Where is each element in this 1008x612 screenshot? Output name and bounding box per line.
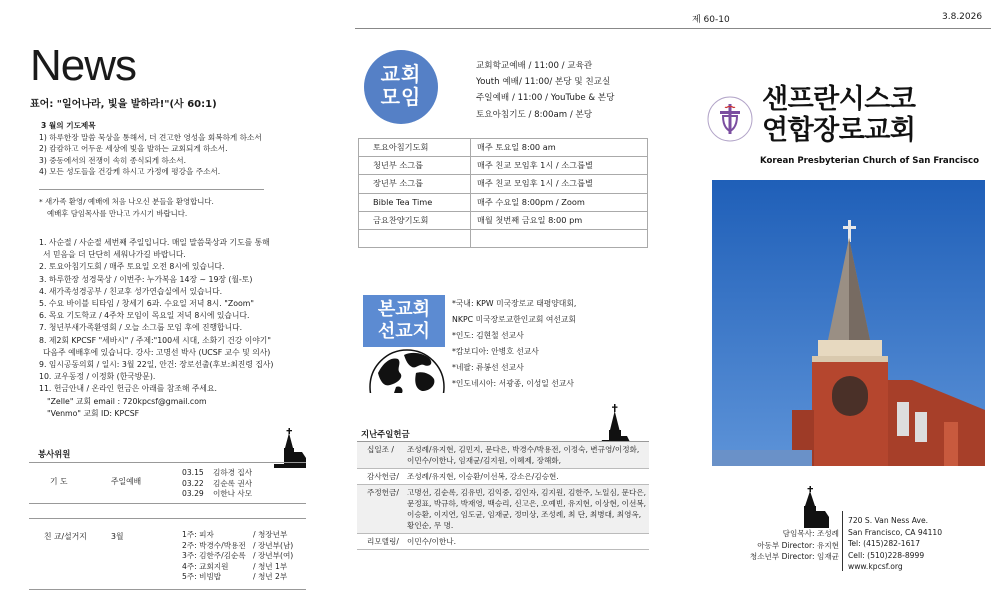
prayer-lead-service: 주일예배 <box>111 477 142 486</box>
staff-line: 담임목사: 조성례 <box>782 529 839 538</box>
church-name-line: 샌프란시스코 <box>762 84 916 115</box>
table-row <box>357 534 649 550</box>
church-name-line: 연합장로교회 <box>762 115 916 146</box>
group: / 장년부(남) <box>253 540 294 550</box>
divider <box>842 511 843 571</box>
service-line: Youth 예배/ 11:00/ 본당 및 친교실 <box>476 77 611 88</box>
prayer-section <box>39 120 339 178</box>
welcome-line: * 새가족 환영/ 예배에 처음 나오신 분들을 환영합니다. <box>39 197 214 206</box>
fellowship-label: 친 교/설거지 <box>44 532 87 541</box>
schedule-time <box>471 229 648 247</box>
header-divider <box>355 28 991 29</box>
service-times <box>476 58 614 123</box>
globe-icon <box>368 343 446 393</box>
divider <box>39 189 264 190</box>
badge-text: 본교회 <box>377 299 431 320</box>
prayer-lead-names <box>213 468 252 500</box>
zelle-info: "Zelle" 교회 email : 720kpcsf@gmail.com <box>47 396 207 406</box>
group: / 청장년부 <box>253 530 288 539</box>
church-english-name: Korean Presbyterian Church of San Francisco <box>760 156 979 166</box>
badge-text: 선교지 <box>377 321 431 342</box>
schedule-table <box>358 138 648 248</box>
fellowship-weeks <box>182 530 246 583</box>
mission-line: *인도: 김현철 선교사 <box>452 331 524 341</box>
presbyterian-logo-icon <box>706 95 754 143</box>
schedule-name: 금요찬양기도회 <box>359 211 471 229</box>
week: 3주: 김한주/김순록 <box>182 551 246 561</box>
offering-label: 리모델링/ <box>357 534 405 550</box>
table-row <box>359 175 648 193</box>
schedule-name <box>359 229 471 247</box>
staff-line: 청소년부 Director: 임재균 <box>749 552 839 561</box>
mission-line: *네팔: 류봉선 선교사 <box>452 363 524 373</box>
service-line: 토요아침기도 / 8:00am / 본당 <box>476 109 593 120</box>
table-row <box>359 157 648 175</box>
group: / 장년부(여) <box>253 551 294 561</box>
address-line: San Francisco, CA 94110 <box>848 527 943 537</box>
notice-item: 3. 하루한장 성경묵상 / 이번주: 누가복음 14장 ~ 19장 (월-토) <box>39 274 253 284</box>
church-name <box>762 84 916 146</box>
church-silhouette-icon <box>795 486 829 528</box>
mission-line: *인도네시아: 서광종, 이성일 선교사 <box>452 379 574 389</box>
divider <box>29 462 306 463</box>
notice-item: 11. 헌금안내 / 온라인 헌금은 아래를 참조해 주세요. <box>39 384 217 394</box>
missions-badge <box>363 295 445 347</box>
badge-text: 모임 <box>380 85 422 109</box>
offering-label: 주정헌금/ <box>357 485 405 534</box>
mission-line: NKPC 미국장로교한인교회 여선교회 <box>452 315 576 325</box>
welcome-line: 예배후 담임목사를 만나고 가시기 바랍니다. <box>47 209 188 218</box>
schedule-time: 매주 토요일 8:00 am <box>471 139 648 157</box>
week: 5주: 비빔밥 <box>182 572 222 582</box>
table-row <box>357 442 649 469</box>
table-row <box>359 193 648 211</box>
mission-line: *캄보디아: 안병호 선교사 <box>452 347 539 357</box>
services-badge <box>364 50 438 124</box>
table-row <box>357 485 649 534</box>
offering-names: 고명선, 김순록, 김유빈, 김익중, 김인자, 김지원, 김한주, 노일심, 문다은, 문정표, 박규하, 박재영, 백승리, 신고은, 오예빈, 유지현, 이상현, 이선복, 이승환, 이지연, 임도균, 임재균, 정미상, 조성례, 최 단, 최병대, 최영옥, 황인순, 무 명. <box>405 485 649 534</box>
prayer-item: 2) 캄캄하고 어두운 세상에 빛을 발하는 교회되게 하소서. <box>39 144 228 154</box>
divider <box>29 518 306 519</box>
offering-label: 십일조 / <box>357 442 405 469</box>
mission-list <box>452 296 576 393</box>
notice-item: 5. 수요 바이블 티타임 / 창세기 6과. 수요일 저녁 8시. "Zoom" <box>39 299 254 309</box>
notice-item: 7. 청년부새가족환영회 / 오늘 소그룹 모임 후에 진행합니다. <box>39 323 243 333</box>
date: 03.29 <box>182 489 204 499</box>
table-row <box>359 139 648 157</box>
table-row <box>357 469 649 485</box>
service-line: 교회학교예배 / 11:00 / 교육관 <box>476 61 593 71</box>
cell-phone: Cell: (510)228-8999 <box>848 550 925 560</box>
offering-title: 지난주일헌금 <box>361 429 410 439</box>
name: 이한나 사모 <box>213 489 253 499</box>
offering-names: 조성례/유지현, 김민지, 문다은, 박경수/박용전, 이정숙, 변규영/이정화, 이민수/이한나, 임재균/김지원, 이혜제, 장해화, <box>405 442 649 469</box>
issue-date: 3.8.2026 <box>942 12 983 22</box>
notice-list <box>39 237 339 420</box>
fellowship-groups <box>253 530 293 583</box>
welcome-note <box>39 196 319 220</box>
name: 김순록 권사 <box>213 478 253 488</box>
motto: 표어: "일어나라, 빛을 발하라!"(사 60:1) <box>30 99 217 110</box>
divider <box>29 589 306 590</box>
date: 03.15 <box>182 468 204 477</box>
phone: Tel: (415)282-1617 <box>848 539 921 548</box>
table-row <box>359 211 648 229</box>
schedule-name: 장년부 소그룹 <box>359 175 471 193</box>
notice-continuation: 다음주 예배후에 있습니다. 강사: 고명선 박사 (UCSF 교수 및 의사) <box>43 347 271 357</box>
offering-table <box>357 442 649 550</box>
group: / 청년 2부 <box>253 572 288 582</box>
notice-item: 9. 임시공동의회 / 일시: 3월 22일, 안건: 장로선출(후보:최진령 집사) <box>39 360 274 370</box>
issue-number: 제 60-10 <box>692 15 730 25</box>
fellowship-month: 3월 <box>111 532 124 541</box>
notice-item: 6. 목요 기도학교 / 4주차 모임이 목요일 저녁 8시에 있습니다. <box>39 311 250 321</box>
notice-continuation: 서 믿음을 더 단단히 세워나가길 바랍니다. <box>43 250 186 260</box>
prayer-lead-label: 기 도 <box>50 477 68 486</box>
service-line: 주일예배 / 11:00 / YouTube & 본당 <box>476 93 615 104</box>
date: 03.22 <box>182 478 204 488</box>
notice-item: 8. 제2회 KPCSF "세바시" / 주제:"100세 시대, 소화기 건강 이야기" <box>39 335 271 345</box>
news-title: News <box>30 41 137 90</box>
address-line: 720 S. Van Ness Ave. <box>848 516 929 525</box>
prayer-item: 1) 하루한장 말씀 묵상을 통해서, 더 견고한 영성을 회복하게 하소서 <box>39 132 262 142</box>
notice-item: 2. 토요아침기도회 / 매주 토요일 오전 8시에 있습니다. <box>39 262 225 272</box>
church-photo <box>712 180 985 466</box>
schedule-time: 매월 첫번째 금요일 8:00 pm <box>471 211 648 229</box>
schedule-time: 매주 수요일 8:00pm / Zoom <box>471 193 648 211</box>
notice-item: 4. 새가족성경공부 / 친교후 성가연습실에서 있습니다. <box>39 286 223 296</box>
divider <box>29 503 306 504</box>
prayer-title: 3 월의 기도제목 <box>41 121 96 130</box>
week: 4주: 교회지원 <box>182 561 229 571</box>
schedule-name: Bible Tea Time <box>359 193 471 211</box>
mission-line: *국내: KPW 미국장로교 태평양대회, <box>452 299 577 308</box>
schedule-time: 매주 친교 모임후 1시 / 소그룹별 <box>471 157 648 175</box>
prayer-item: 3) 중동에서의 전쟁이 속히 종식되게 하소서. <box>39 155 186 165</box>
notice-item: 10. 교우동정 / 이정화 (한국방문). <box>39 372 156 382</box>
notice-item: 1. 사순절 / 사순절 세번째 주일입니다. 매일 말씀묵상과 기도를 통해 <box>39 238 270 247</box>
website-link[interactable]: www.kpcsf.org <box>848 562 903 571</box>
offering-names: 조성례/유지현, 이승환/이선복, 강소은/김승현. <box>405 469 649 485</box>
offering-label: 감사헌금/ <box>357 469 405 485</box>
table-row <box>359 229 648 247</box>
volunteer-title: 봉사위원 <box>38 449 71 459</box>
name: 김하경 집사 <box>213 468 253 477</box>
prayer-lead-dates <box>182 468 204 500</box>
prayer-item: 4) 모든 성도들을 건강케 하시고 가정에 평강을 주소서. <box>39 167 221 177</box>
week: 2주: 박경수/박용전 <box>182 540 246 550</box>
church-address <box>848 515 942 573</box>
venmo-info: "Venmo" 교회 ID: KPCSF <box>47 408 140 418</box>
schedule-name: 토요아침기도회 <box>359 139 471 157</box>
pastor-info <box>736 528 839 563</box>
week: 1주: 피자 <box>182 530 214 539</box>
schedule-time: 매주 친교 모임후 1시 / 소그룹별 <box>471 175 648 193</box>
schedule-name: 청년부 소그룹 <box>359 157 471 175</box>
group: / 청년 1부 <box>253 561 288 571</box>
badge-text: 교회 <box>380 62 422 86</box>
staff-line: 아동부 Director: 유지현 <box>757 540 839 550</box>
offering-names: 이민수/이한나. <box>405 534 649 550</box>
